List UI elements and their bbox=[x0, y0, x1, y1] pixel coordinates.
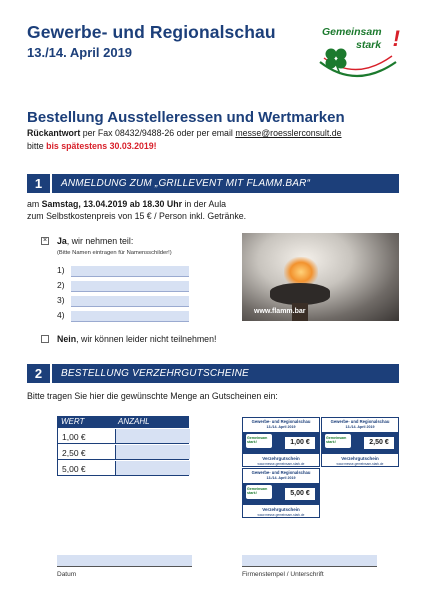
voucher-url: www.messe-gemeinsam-stark.de bbox=[257, 462, 305, 466]
yes-checkbox[interactable]: × bbox=[42, 237, 48, 244]
header-value: WERT bbox=[61, 417, 85, 426]
yes-text: , wir nehmen teil: bbox=[66, 236, 134, 246]
table-row bbox=[57, 444, 189, 460]
name-row-number: 1) bbox=[57, 265, 65, 275]
table-row bbox=[57, 428, 189, 444]
voucher-date: 13./14. April 2019 bbox=[345, 425, 375, 429]
name-field-3[interactable] bbox=[71, 296, 189, 307]
event-location: in der Aula bbox=[182, 199, 227, 209]
reply-email-link[interactable]: messe@roesslerconsult.de bbox=[235, 128, 342, 138]
voucher-url: www.messe-gemeinsam-stark.de bbox=[336, 462, 384, 466]
section-1-number: 1 bbox=[27, 174, 52, 193]
stamp-label: Firmenstempel / Unterschrift bbox=[242, 571, 324, 578]
document-title: Bestellung Ausstelleressen und Wertmarken bbox=[27, 109, 345, 126]
stamp-signature-field[interactable] bbox=[242, 555, 377, 566]
logo-exclamation: ! bbox=[392, 26, 400, 51]
voucher-label: Verzehrgutschein bbox=[262, 456, 300, 461]
voucher-amount: 1,00 € bbox=[285, 437, 315, 449]
reply-text: per Fax 08432/9488-26 oder per email bbox=[80, 128, 236, 138]
event-title: Gewerbe- und Regionalschau bbox=[27, 22, 276, 42]
date-label: Datum bbox=[57, 571, 77, 578]
name-field-4[interactable] bbox=[71, 311, 189, 322]
voucher-label: Verzehrgutschein bbox=[262, 507, 300, 512]
voucher-date: 13./14. April 2019 bbox=[266, 425, 296, 429]
event-prefix: am bbox=[27, 199, 42, 209]
deadline-prefix: bitte bbox=[27, 141, 47, 151]
section-1-header bbox=[27, 174, 399, 193]
voucher-logo bbox=[246, 485, 272, 499]
voucher-amount: 5,00 € bbox=[285, 488, 315, 500]
section-1-title: ANMELDUNG ZUM „GRILLEVENT MIT FLAMM.BAR“ bbox=[61, 178, 311, 189]
photo-caption: www.flamm.bar bbox=[254, 308, 306, 315]
voucher-logo bbox=[246, 434, 272, 448]
row-value: 1,00 € bbox=[62, 432, 86, 442]
section-2-number: 2 bbox=[27, 364, 52, 383]
yes-bold: Ja bbox=[57, 236, 67, 246]
deadline-date: bis spätestens 30.03.2019! bbox=[46, 141, 157, 151]
signature-line bbox=[242, 566, 377, 567]
logo-text-line2: stark bbox=[356, 39, 382, 51]
name-row bbox=[57, 280, 197, 292]
quantity-field-2[interactable] bbox=[115, 445, 190, 459]
date-line bbox=[57, 566, 192, 567]
row-value: 5,00 € bbox=[62, 464, 86, 474]
deadline-line bbox=[27, 141, 157, 151]
gemeinsam-stark-logo bbox=[316, 24, 398, 80]
event-details bbox=[27, 199, 226, 209]
voucher-label: Verzehrgutschein bbox=[341, 456, 379, 461]
yes-option-label bbox=[57, 236, 133, 246]
event-date: 13./14. April 2019 bbox=[27, 45, 133, 60]
table-header bbox=[57, 416, 189, 428]
name-row bbox=[57, 310, 197, 322]
voucher-order-table bbox=[57, 416, 189, 476]
logo-text-line1: Gemeinsam bbox=[322, 26, 382, 38]
name-field-1[interactable] bbox=[71, 266, 189, 277]
name-field-2[interactable] bbox=[71, 281, 189, 292]
voucher-preview bbox=[321, 417, 399, 467]
date-field[interactable] bbox=[57, 555, 192, 566]
voucher-title: Gewerbe- und Regionalschau bbox=[251, 419, 311, 424]
reply-label: Rückantwort bbox=[27, 128, 81, 138]
no-option-label bbox=[57, 334, 216, 344]
voucher-logo-text: Gemeinsam stark! bbox=[326, 436, 347, 444]
voucher-date: 13./14. April 2019 bbox=[266, 476, 296, 480]
grill-event-photo bbox=[242, 233, 399, 321]
voucher-title: Gewerbe- und Regionalschau bbox=[330, 419, 390, 424]
voucher-logo-text: Gemeinsam stark! bbox=[247, 436, 268, 444]
no-bold: Nein bbox=[57, 334, 77, 344]
row-value: 2,50 € bbox=[62, 448, 86, 458]
section-2-header bbox=[27, 364, 399, 383]
name-row-number: 3) bbox=[57, 295, 65, 305]
quantity-field-1[interactable] bbox=[115, 429, 190, 443]
voucher-title: Gewerbe- und Regionalschau bbox=[251, 470, 311, 475]
voucher-instruction: Bitte tragen Sie hier die gewünschte Menge an Gutscheinen ein: bbox=[27, 391, 278, 401]
grill-bowl-image bbox=[270, 283, 330, 305]
event-price: zum Selbstkostenpreis von 15 € / Person inkl. Getränke. bbox=[27, 211, 247, 221]
header-quantity: ANZAHL bbox=[118, 417, 150, 426]
name-row-number: 2) bbox=[57, 280, 65, 290]
table-row bbox=[57, 460, 189, 476]
voucher-preview bbox=[242, 468, 320, 518]
name-row-number: 4) bbox=[57, 310, 65, 320]
name-row bbox=[57, 295, 197, 307]
voucher-logo bbox=[325, 434, 351, 448]
reply-instructions bbox=[27, 128, 342, 138]
section-2-title: BESTELLUNG VERZEHRGUTSCHEINE bbox=[61, 368, 249, 379]
event-datetime: Samstag, 13.04.2019 ab 18.30 Uhr bbox=[41, 199, 183, 209]
voucher-preview bbox=[242, 417, 320, 467]
voucher-url: www.messe-gemeinsam-stark.de bbox=[257, 513, 305, 517]
name-hint: (Bitte Namen eintragen für Namensschilder!) bbox=[57, 250, 172, 256]
voucher-logo-text: Gemeinsam stark! bbox=[247, 487, 268, 495]
no-text: , wir können leider nicht teilnehmen! bbox=[76, 334, 217, 344]
quantity-field-3[interactable] bbox=[115, 461, 190, 475]
voucher-amount: 2,50 € bbox=[364, 437, 394, 449]
no-checkbox[interactable] bbox=[41, 335, 49, 343]
name-row bbox=[57, 265, 197, 277]
